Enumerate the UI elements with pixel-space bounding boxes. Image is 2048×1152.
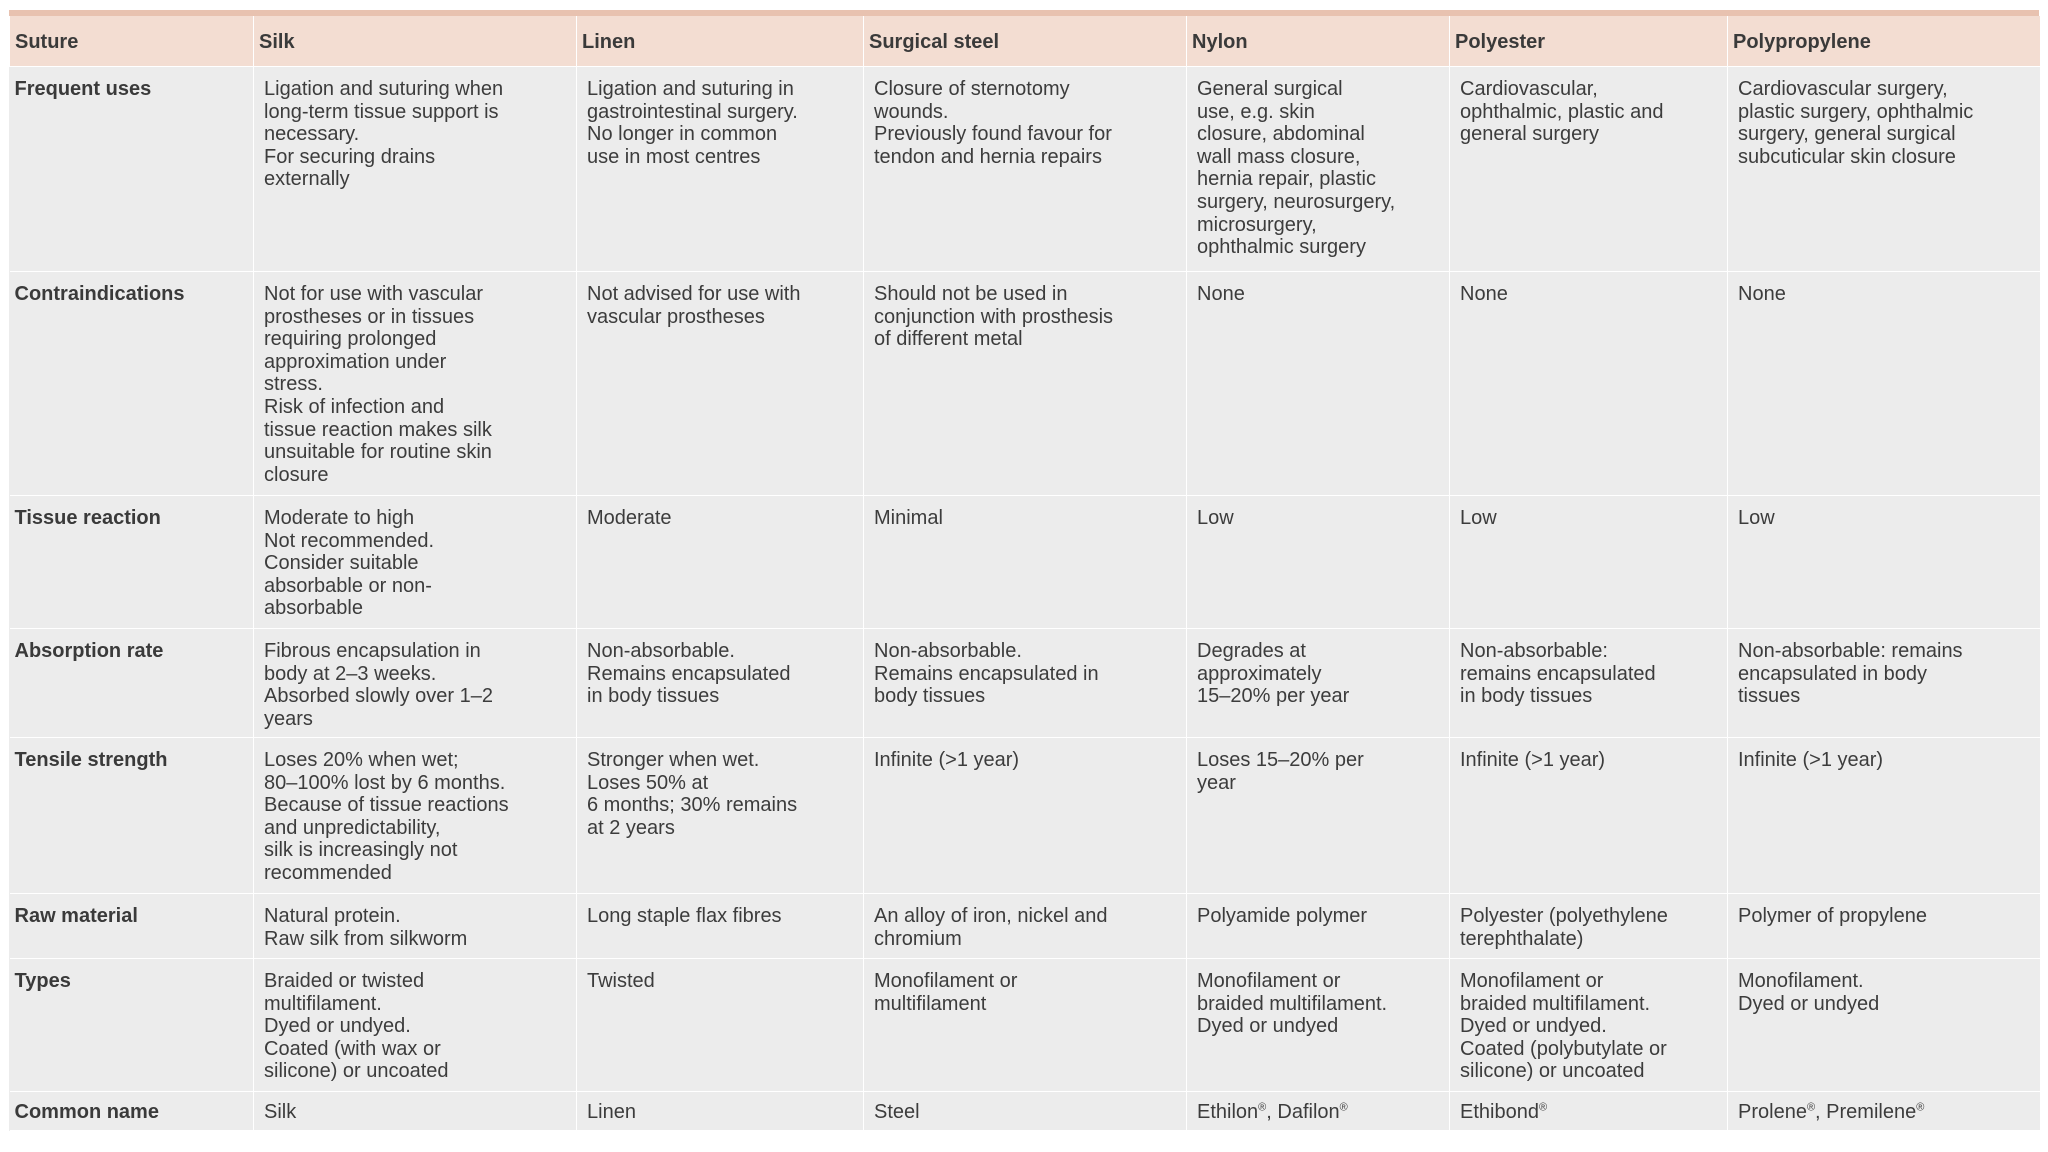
cell-surgical-steel: Non-absorbable. Remains encapsulated in body tissues (864, 629, 1187, 738)
cell-polypropylene: Prolene®, Premilene® (1728, 1092, 2040, 1131)
suture-comparison-table (9, 16, 2040, 1131)
cell-polypropylene: Infinite (>1 year) (1728, 738, 2040, 894)
registered-mark: ® (1538, 1101, 1548, 1114)
cell-nylon: Ethilon®, Dafilon® (1187, 1092, 1450, 1131)
table-row-common-name (10, 1092, 2040, 1131)
cell-polypropylene: Non-absorbable: remains encapsulated in body tissues (1728, 629, 2040, 738)
cell-polyester: Low (1450, 496, 1728, 629)
cell-nylon: Polyamide polymer (1187, 894, 1450, 959)
cell-silk: Natural protein. Raw silk from silkworm (254, 894, 577, 959)
table-row-tensile-strength (10, 738, 2040, 894)
table-row-contraindications (10, 272, 2040, 496)
registered-mark: ® (1258, 1101, 1267, 1114)
header-linen: Linen (577, 16, 864, 67)
cell-nylon: Low (1187, 496, 1450, 629)
cell-polypropylene: None (1728, 272, 2040, 496)
header-row (10, 16, 2040, 67)
cell-silk: Ligation and suturing when long-term tissue support is necessary. For securing drains externally (254, 67, 577, 272)
table-body (10, 67, 2040, 1131)
cell-linen: Non-absorbable. Remains encapsulated in body tissues (577, 629, 864, 738)
header-nylon: Nylon (1187, 16, 1450, 67)
row-label: Frequent uses (10, 67, 254, 272)
row-label: Contraindications (10, 272, 254, 496)
cell-polypropylene: Cardiovascular surgery, plastic surgery, ophthalmic surgery, general surgical subcuticular skin closure (1728, 67, 2040, 272)
table-row-raw-material (10, 894, 2040, 959)
row-label: Absorption rate (10, 629, 254, 738)
cell-linen: Stronger when wet. Loses 50% at 6 months; 30% remains at 2 years (577, 738, 864, 894)
cell-polyester: Infinite (>1 year) (1450, 738, 1728, 894)
cell-linen: Ligation and suturing in gastrointestinal surgery. No longer in common use in most centres (577, 67, 864, 272)
header-suture: Suture (10, 16, 254, 67)
cell-silk: Fibrous encapsulation in body at 2–3 weeks. Absorbed slowly over 1–2 years (254, 629, 577, 738)
cell-silk: Braided or twisted multifilament. Dyed or undyed. Coated (with wax or silicone) or uncoated (254, 959, 577, 1092)
cell-surgical-steel: Infinite (>1 year) (864, 738, 1187, 894)
cell-nylon: Loses 15–20% per year (1187, 738, 1450, 894)
cell-nylon: General surgical use, e.g. skin closure, abdominal wall mass closure, hernia repair, plastic surgery, neurosurgery, microsurgery, ophthalmic surgery (1187, 67, 1450, 272)
cell-silk: Silk (254, 1092, 577, 1131)
row-label: Raw material (10, 894, 254, 959)
cell-linen: Moderate (577, 496, 864, 629)
row-label: Common name (10, 1092, 254, 1131)
cell-surgical-steel: Monofilament or multifilament (864, 959, 1187, 1092)
table-row-absorption-rate (10, 629, 2040, 738)
cell-polypropylene: Low (1728, 496, 2040, 629)
row-label: Tissue reaction (10, 496, 254, 629)
table-row-tissue-reaction (10, 496, 2040, 629)
cell-linen: Not advised for use with vascular prostheses (577, 272, 864, 496)
cell-surgical-steel: Closure of sternotomy wounds. Previously found favour for tendon and hernia repairs (864, 67, 1187, 272)
cell-surgical-steel: Should not be used in conjunction with prosthesis of different metal (864, 272, 1187, 496)
cell-nylon: Degrades at approximately 15–20% per year (1187, 629, 1450, 738)
cell-linen: Long staple flax fibres (577, 894, 864, 959)
registered-mark: ® (1339, 1101, 1348, 1114)
cell-polyester: None (1450, 272, 1728, 496)
cell-linen: Linen (577, 1092, 864, 1131)
header-polyester: Polyester (1450, 16, 1728, 67)
registered-mark: ® (1806, 1101, 1816, 1114)
cell-polyester: Cardiovascular, ophthalmic, plastic and general surgery (1450, 67, 1728, 272)
row-label: Tensile strength (10, 738, 254, 894)
table-row-types (10, 959, 2040, 1092)
cell-nylon: None (1187, 272, 1450, 496)
cell-polyester: Monofilament or braided multifilament. Dyed or undyed. Coated (polybutylate or silicone) or uncoated (1450, 959, 1728, 1092)
row-label: Types (10, 959, 254, 1092)
cell-polyester: Polyester (polyethylene terephthalate) (1450, 894, 1728, 959)
header-silk: Silk (254, 16, 577, 67)
cell-polypropylene: Polymer of propylene (1728, 894, 2040, 959)
header-surgical-steel: Surgical steel (864, 16, 1187, 67)
cell-surgical-steel: An alloy of iron, nickel and chromium (864, 894, 1187, 959)
cell-polyester: Ethibond® (1450, 1092, 1728, 1131)
header-polypropylene: Polypropylene (1728, 16, 2040, 67)
cell-polyester: Non-absorbable: remains encapsulated in body tissues (1450, 629, 1728, 738)
registered-mark: ® (1916, 1101, 1925, 1114)
cell-silk: Loses 20% when wet; 80–100% lost by 6 months. Because of tissue reactions and unpredictability, silk is increasingly not recommended (254, 738, 577, 894)
table-row-frequent-uses (10, 67, 2040, 272)
cell-surgical-steel: Minimal (864, 496, 1187, 629)
cell-silk: Not for use with vascular prostheses or in tissues requiring prolonged approximation under stress. Risk of infection and tissue reaction makes silk unsuitable for routine skin closure (254, 272, 577, 496)
table-header (10, 16, 2040, 67)
cell-polypropylene: Monofilament. Dyed or undyed (1728, 959, 2040, 1092)
cell-silk: Moderate to high Not recommended. Consider suitable absorbable or non- absorbable (254, 496, 577, 629)
cell-surgical-steel: Steel (864, 1092, 1187, 1131)
cell-linen: Twisted (577, 959, 864, 1092)
cell-nylon: Monofilament or braided multifilament. Dyed or undyed (1187, 959, 1450, 1092)
